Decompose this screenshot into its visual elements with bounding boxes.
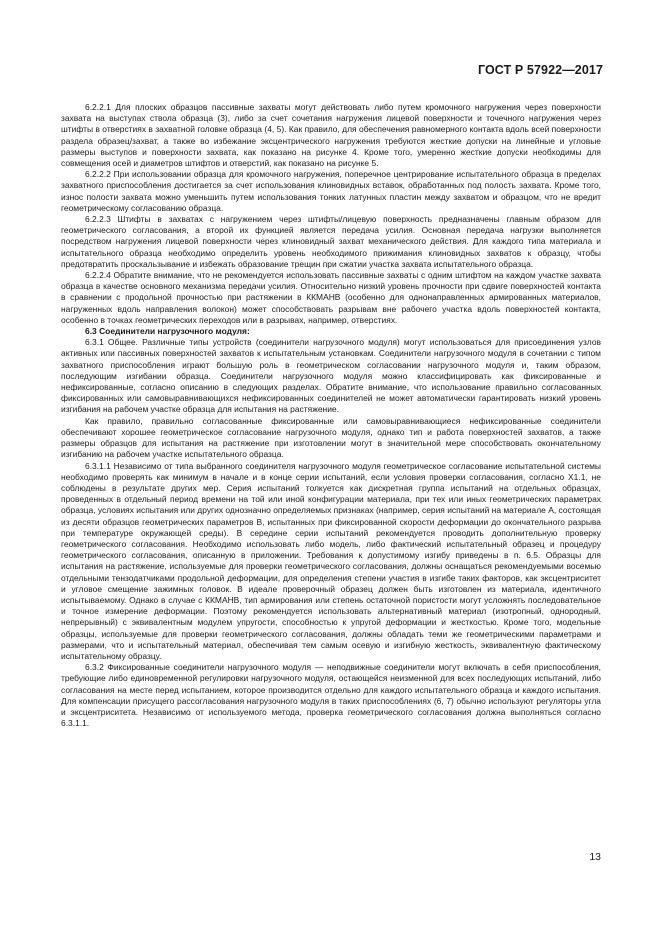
paragraph: 6.3.1.1 Независимо от типа выбранного соединителя нагрузочного модуля геометрическое согласование испытательной системы необходимо проверять как минимум в начале и в конце серии испытаний, если условия проверки согласования, согласно Х1.1, не соблюдены в результате других мер. Серия испытаний толкуется как дискретная группа испытаний на отдельных образцах, проведенных в отдельный период времени на той или иной конфигурации материала, при тех или иных геометрических параметрах образца, условиях испытания или других однозначно определяемых признаках (например, серия испытаний на материале А, состоящая из десяти образцов геометрических параметров В, испытанных при фиксированной скорости деформации до окончательного разрыва при температуре окружающей среды). В середине серии испытаний рекомендуется проводить дополнительную проверку геометрического согласования. Необходимо использовать либо модель, либо фактический испытательный образец и процедуру геометрического согласования, описанную в приложении. Требования к допустимому изгибу приведены в п. 6.5. Образцы для испытания на растяжение, используемые для проверки геометрического согласования, должны оснащаться рекомендуемыми восемью отдельными тензодатчиками продольной деформации, для определения степени участия в изгибе таких факторов, как эксцентриситет и угловое смещение зажимных головок. В идеале проверочный образец должен быть изготовлен из материала, идентичного испытываемому. Однако в случае с ККМАНВ, тип армирования или степень остаточной пористости могут усложнять последовательное и точное измерение деформации. Поэтому рекомендуется использовать альтернативный материал (изотропный, однородный, непрерывный) с эквивалентным модулем упругости, способностью к упругой деформации и жесткостью. Кроме того, модельные образцы, используемые для проверки геометрического согласования, должны обладать теми же геометрическими параметрами и размерами, что и испытательный материал, обеспечивая тем самым осевую и изгибную жесткость, эквивалентную фактическому испытательному образцу. (61, 460, 601, 661)
page-number: 13 (589, 851, 601, 863)
paragraph: 6.3.2 Фиксированные соединители нагрузочного модуля — неподвижные соединители могут включать в себя приспособления, требующие либо единовременной регулировки нагрузочного модуля, остающейся неизменной для всех последующих испытаний, либо согласования на месте перед испытанием, которое производится отдельно для каждого испытательного образца и каждого испытания. Для компенсации присущего рассогласования нагрузочного модуля в таких приспособлениях (6, 7) обычно используют регуляторы угла и эксцентриситета. Независимо от используемого метода, проверка геометрического согласования должна выполняться согласно 6.3.1.1. (61, 662, 601, 729)
document-header: ГОСТ Р 57922—2017 (477, 63, 603, 77)
paragraph: 6.2.2.3 Штифты в захватах с нагружением через штифты/лицевую поверхность предназначены главным образом для геометрического согласования, а второй их функцией является передача усилия. Основная передача нагрузки выполняется посредством нагружения лицевой поверхности через клиновидный захват механического действия. Для каждого типа материала и испытательного образца необходимо определить уровень необходимого прижимания клиновидных захватов к образцу, чтобы предотвратить проскальзывание и избежать образование трещин при сжатии участка захвата испытательного образца. (61, 214, 601, 269)
paragraph: 6.2.2.1 Для плоских образцов пассивные захваты могут действовать либо путем кромочного нагружения через поверхности захвата на выступах ствола образца (3), либо за счет сочетания нагружения лицевой поверхности и точечного нагружения через штифты в отверстиях в захватной головке образца (4, 5). Как правило, для обеспечения равномерного контакта вдоль всей поверхности раздела образец/захват, а также во избежание эксцентрического нагружения требуются жесткие допуски на линейные и угловые размеры выступов и поверхности захвата, как показано на рисунке 4. Кроме того, умеренно жесткие допуски необходимы для совмещения осей и диаметров штифтов и отверстий, как показано на рисунке 5. (61, 102, 601, 169)
document-body (61, 102, 601, 729)
section-heading: 6.3 Соединители нагрузочного модуля: (85, 326, 250, 337)
paragraph: 6.2.2.2 При использовании образца для кромочного нагружения, поперечное центрирование испытательного образца в пределах захватного приспособления достигается за счет использования клиновидных вставок, обработанных под полость захвата. Кроме того, износ полости захвата можно уменьшить путем использования тонких латунных пластин между захватом и образцом, что не вредит геометрическому согласованию образца. (61, 169, 601, 213)
paragraph: Как правило, правильно согласованные фиксированные или самовыравнивающиеся нефиксированные соединители обеспечивают хорошее геометрическое согласование нагрузочного модуля, однако тип и работа поверхностей захватов, а также размеры образцов для испытания на растяжение при изготовлении могут в значительной мере способствовать окончательному изгибанию на рабочем участке испытательного образца. (61, 415, 601, 460)
paragraph: 6.3.1 Общее. Различные типы устройств (соединители нагрузочного модуля) могут использоваться для присоединения узлов активных или пассивных поверхностей захватов к испытательным установкам. Соединители нагрузочного модуля в сочетании с типом захватного приспособления играют большую роль в геометрическом согласовании нагрузочного модуля и, таким образом, последующим изгибании образца. Соединители нагрузочного модуля можно классифицировать как фиксированные и нефиксированные, согласно описанию в следующих разделах. Обратите внимание, что использование правильно согласованных фиксированных или самовыравнивающихся нефиксированных соединителей не может автоматически гарантировать низкий уровень изгибания на рабочем участке образца для испытания на растяжение. (61, 337, 601, 415)
paragraph: 6.2.2.4 Обратите внимание, что не рекомендуется использовать пассивные захваты с одним штифтом на каждом участке захвата образца в качестве основного механизма передачи усилия. Относительно низкий уровень прочности при сдвиге поверхностей контакта в сравнении с продольной прочностью при растяжении в ККМАНВ (особенно для однонаправленных армированных материалов, нагруженных вдоль направления волокон) может способствовать разрывам вне рабочего участка вдоль поверхностей контакта, особенно в точках геометрических переходов или в разрывах, например, отверстиях. (61, 270, 601, 325)
